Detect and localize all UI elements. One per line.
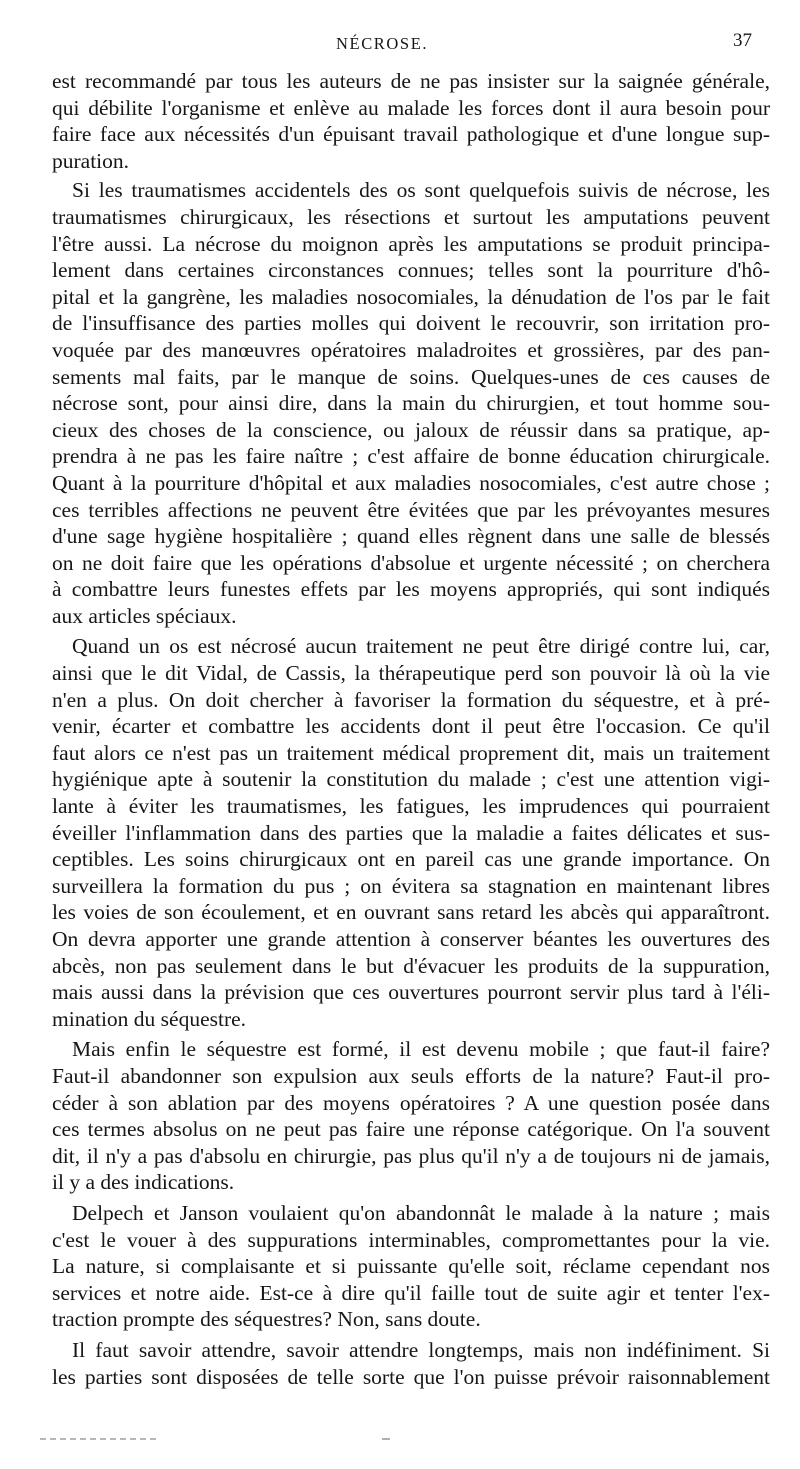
text-line: Si les traumatismes accidentels des os sont quelquefois suivis de nécrose, les <box>72 178 770 203</box>
text-line: c'est le vouer à des suppurations interminables, compromettantes pour la vie. <box>52 1227 770 1252</box>
text-line: La nature, si complaisante et si puissante qu'elle soit, réclame cependant nos <box>52 1254 770 1279</box>
text-line: les voies de son écoulement, et en ouvrant sans retard les abcès qui apparaîtront. <box>52 900 770 925</box>
text-line: traction prompte des séquestres? Non, sans doute. <box>52 1307 481 1332</box>
text-line: lement dans certaines circonstances connues; telles sont la pourriture d'hô- <box>52 258 770 283</box>
text-line: faire face aux nécessités d'un épuisant travail pathologique et d'une longue sup- <box>52 122 770 147</box>
paragraph <box>52 177 770 629</box>
text-line: Delpech et Janson voulaient qu'on abandonnât le malade à la nature ; mais <box>72 1200 770 1225</box>
text-line: n'en a plus. On doit chercher à favoriser la formation du séquestre, et à pré- <box>52 687 770 712</box>
running-head: NÉCROSE. <box>336 34 429 53</box>
text-line: ces termes absolus on ne peut pas faire une réponse catégorique. On l'a souvent <box>52 1117 770 1142</box>
text-line: pital et la gangrène, les maladies nosocomiales, la dénudation de l'os par le fait <box>52 284 770 309</box>
text-line: voquée par des manœuvres opératoires maladroites et grossières, par des pan- <box>52 337 770 362</box>
text-line: traumatismes chirurgicaux, les résections et surtout les amputations peuvent <box>52 204 770 229</box>
body-text <box>52 68 770 1390</box>
text-line: Quand un os est nécrosé aucun traitement ne peut être dirigé contre lui, car, <box>72 634 770 659</box>
text-line: Il faut savoir attendre, savoir attendre longtemps, mais non indéfiniment. Si <box>72 1337 770 1362</box>
text-line: faut alors ce n'est pas un traitement médical proprement dit, mais un traitement <box>52 740 770 765</box>
text-line: sements mal faits, par le manque de soins. Quelques-unes de ces causes de <box>52 364 770 389</box>
text-line: l'être aussi. La nécrose du moignon après les amputations se produit principa- <box>52 231 770 256</box>
text-line: Quant à la pourriture d'hôpital et aux maladies nosocomiales, c'est autre chose ; <box>52 470 770 495</box>
paragraph <box>52 633 770 1032</box>
text-line: d'une sage hygiène hospitalière ; quand elles règnent dans une salle de blessés <box>52 524 770 549</box>
text-line: qui débilite l'organisme et enlève au malade les forces dont il aura besoin pour <box>52 95 770 120</box>
text-line: ceptibles. Les soins chirurgicaux ont en pareil cas une grande importance. On <box>52 847 770 872</box>
paragraph <box>52 1337 770 1390</box>
text-line: prendra à ne pas les faire naître ; c'est affaire de bonne éducation chirurgicale. <box>52 444 770 469</box>
text-line: céder à son ablation par des moyens opératoires ? A une question posée dans <box>52 1090 770 1115</box>
print-signature-mark <box>40 1438 160 1440</box>
text-line: abcès, non pas seulement dans le but d'évacuer les produits de la suppuration, <box>52 953 770 978</box>
text-line: venir, écarter et combattre les accidents dont il peut être l'occasion. Ce qu'il <box>52 714 770 739</box>
text-line: aux articles spéciaux. <box>52 603 237 628</box>
text-line: puration. <box>52 148 130 173</box>
text-line: éveiller l'inflammation dans des parties que la maladie a faites délicates et sus- <box>52 820 770 845</box>
text-line: nécrose sont, pour ainsi dire, dans la main du chirurgien, et tout homme sou- <box>52 391 770 416</box>
text-line: hygiénique apte à soutenir la constitution du malade ; c'est une attention vigi- <box>52 767 770 792</box>
text-line: est recommandé par tous les auteurs de ne pas insister sur la saignée générale, <box>52 69 770 93</box>
text-line: On devra apporter une grande attention à conserver béantes les ouvertures des <box>52 927 770 951</box>
text-line: ces terribles affections ne peuvent être évitées que par les prévoyantes mesures <box>52 497 770 522</box>
text-line: les parties sont disposées de telle sorte que l'on puisse prévoir raisonnablement <box>52 1364 770 1389</box>
text-line: il y a des indications. <box>52 1170 235 1195</box>
text-line: Faut-il abandonner son expulsion aux seuls efforts de la nature? Faut-il pro- <box>52 1063 770 1088</box>
page-number: 37 <box>733 30 752 51</box>
text-line: cieux des choses de la conscience, ou jaloux de réussir dans sa pratique, ap- <box>52 417 770 442</box>
text-line: mination du séquestre. <box>52 1006 247 1031</box>
paragraph <box>52 1036 770 1196</box>
text-line: on ne doit faire que les opérations d'absolue et urgente nécessité ; on cherchera <box>52 550 770 575</box>
text-line: mais aussi dans la prévision que ces ouvertures pourront servir plus tard à l'éli- <box>52 980 770 1005</box>
text-line: de l'insuffisance des parties molles qui doivent le recouvrir, son irritation pro- <box>52 311 770 336</box>
text-line: à combattre leurs funestes effets par les moyens appropriés, qui sont indiqués <box>52 577 770 602</box>
text-line: surveillera la formation du pus ; on évitera sa stagnation en maintenant libres <box>52 873 770 898</box>
text-line: dit, il n'y a pas d'absolu en chirurgie, pas plus qu'il n'y a de toujours ni de jamais, <box>52 1143 770 1168</box>
print-dash-mark <box>382 1438 390 1440</box>
text-line: Mais enfin le séquestre est formé, il est devenu mobile ; que faut-il faire? <box>72 1037 770 1062</box>
paragraph <box>52 68 770 174</box>
paragraph <box>52 1200 770 1333</box>
text-line: services et notre aide. Est-ce à dire qu'il faille tout de suite agir et tenter l'ex- <box>52 1280 770 1305</box>
text-line: lante à éviter les traumatismes, les fatigues, les imprudences qui pourraient <box>52 794 770 819</box>
text-line: ainsi que le dit Vidal, de Cassis, la thérapeutique perd son pouvoir là où la vie <box>52 661 770 686</box>
